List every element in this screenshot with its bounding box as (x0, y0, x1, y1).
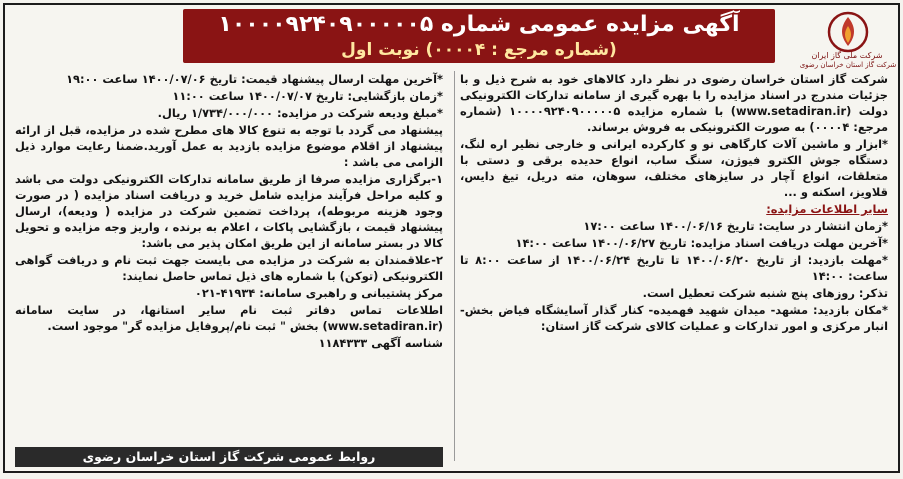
opening-time: *زمان بازگشایی: تاریخ ۱۴۰۰/۰۷/۰۷ ساعت ۱۱:۰۰ (172, 89, 443, 103)
logo-caption-1: شرکت ملی گاز ایران (811, 51, 883, 60)
visit-period: *مهلت بازدید: از تاریخ ۱۴۰۰/۰۶/۲۰ تا تاریخ ۱۴۰۰/۰۶/۲۴ از ساعت ۸:۰۰ تا ساعت: ۱۴:۰۰ (460, 253, 888, 283)
newspaper-ad (3, 3, 900, 473)
left-column (15, 71, 443, 443)
title-banner (183, 9, 775, 63)
column-divider (454, 71, 455, 461)
contact-info: اطلاعات تماس دفاتر ثبت نام سایر استانها، در سایت سامانه (www.setadiran.ir) بخش " ثبت نام/پروفایل مزایده گر" موجود است. (15, 303, 443, 333)
right-column (460, 71, 888, 457)
advice-paragraph: پیشنهاد می گردد با توجه به تنوع کالا های مطرح شده در مزایده، قبل از ارائه پیشنهاد از اقلام موضوع مزایده بازدید به عمل آورید.ضمنا رعایت موارد ذیل الزامی می باشد : (15, 123, 443, 169)
ad-id: شناسه آگهی ۱۱۸۴۳۳۳ (318, 336, 443, 350)
document-deadline: *آخرین مهلت دریافت اسناد مزایده: تاریخ ۱۴۰۰/۰۶/۲۷ ساعت ۱۴:۰۰ (515, 236, 888, 250)
ad-subtitle: (شماره مرجع : ۰۰۰۰۴) نوبت اول (341, 40, 617, 60)
visit-place: *مکان بازدید: مشهد- میدان شهید فهمیده- کنار گذار آسایشگاه فیاض بخش- انبار مرکزی و امور تدارکات و عملیات کالای شرکت گاز استان: (460, 303, 888, 333)
footer-public-relations: روابط عمومی شرکت گاز استان خراسان رضوی (15, 447, 443, 467)
items-paragraph: *ابزار و ماشین آلات کارگاهی نو و کارکرده ایرانی و خارجی نظیر اره لنگ، دستگاه جوش الکترو فیوژن، سنگ ساب، انواع حدیده برقی و دستی با متعلقات، انواع آچار در سایزهای مختلف، سوهان، مته دریل، تیغ دایس، قلاویز، اسکنه و ... (460, 137, 888, 199)
deposit-amount: *مبلغ ودیعه شرکت در مزایده: ۱/۷۳۴/۰۰۰/۰۰۰ ریال. (157, 106, 443, 120)
rule-1: ۱-برگزاری مزایده صرفا از طریق سامانه تدارکات الکترونیکی دولت می باشد و کلیه مراحل فرآیند مزایده شامل خرید و دریافت اسناد مزایده ( در صورت وجود هزینه مربوطه)، پرداخت تضمین شرکت در مزایده ( ودیعه)، ارسال پیشنهاد قیمت ، بازگشایی پاکات ، اعلام به برنده ، واریز وجه مزایده و تحویل کالا در بستر سامانه از این طریق امکان پذیر می باشد: (15, 172, 443, 250)
publish-time: *زمان انتشار در سایت: تاریخ ۱۴۰۰/۰۶/۱۶ ساعت ۱۷:۰۰ (583, 219, 888, 233)
holiday-note: تذکر: روزهای پنج شنبه شرکت تعطیل است. (642, 286, 888, 300)
rule-2: ۲-علاقمندان به شرکت در مزایده می بایست جهت ثبت نام و دریافت گواهی الکترونیکی (توکن) با شماره های ذیل تماس حاصل نمایند: (15, 253, 443, 283)
intro-paragraph: شرکت گاز استان خراسان رضوی در نظر دارد کالاهای خود به شرح ذیل و با جزئیات مندرج در اسناد مزایده را با بهره گیری از سامانه تدارکات الکترونیکی دولت (www.setadiran.ir) با شماره مزایده ۱۰۰۰۰۹۲۴۰۹۰۰۰۰۰۵ (شماره مرجع: ۰۰۰۰۴) به صورت الکترونیکی به فروش برساند. (460, 72, 888, 134)
logo-caption-2: شرکت گاز استان خراسان رضوی (799, 61, 897, 69)
other-info-heading: سایر اطلاعات مزایده: (766, 202, 888, 216)
offer-deadline: *آخرین مهلت ارسال پیشنهاد قیمت: تاریخ ۱۴۰۰/۰۷/۰۶ ساعت ۱۹:۰۰ (66, 72, 443, 86)
support-center: مرکز پشتیبانی و راهبری سامانه: ۴۱۹۳۴-۰۲۱ (194, 286, 443, 300)
ad-title: آگهی مزایده عمومی شماره ۱۰۰۰۰۹۲۴۰۹۰۰۰۰۰۵ (218, 12, 740, 37)
